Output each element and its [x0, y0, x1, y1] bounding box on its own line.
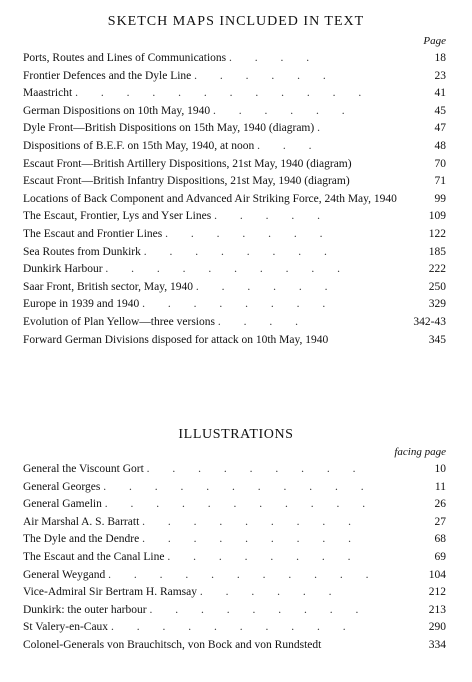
list-item: Ports, Routes and Lines of Communications . . . . 18 [23, 50, 446, 68]
list-item: General Georges . . . . . . . . . . . 11 [23, 479, 446, 497]
entry-title: Ports, Routes and Lines of Communications [23, 52, 227, 64]
entry-page: 290 [428, 621, 446, 634]
list-item: The Escaut and the Canal Line . . . . . . . . 69 [23, 549, 446, 567]
entry-title: The Escaut, Frontier, Lys and Yser Lines [23, 210, 212, 223]
list-item: The Dyle and the Dendre . . . . . . . . . 68 [23, 531, 446, 549]
entry-page: 212 [428, 586, 446, 599]
entry-page: 99 [434, 192, 446, 205]
entry-page: 70 [434, 157, 446, 170]
entry-page: 18 [434, 52, 446, 64]
list-item [23, 173, 446, 191]
list-item: Dyle Front—British Dispositions on 15th May, 1940 (diagram) . 47 [23, 120, 446, 138]
entry-title: Saar Front, British sector, May, 1940 [23, 280, 193, 293]
entry-title: The Dyle and the Dendre [23, 533, 140, 546]
entry-title: Dunkirk Harbour [23, 263, 103, 276]
entry-title: Maastricht [23, 87, 73, 100]
facing-page-column-label: facing page [394, 446, 446, 458]
list-item: General Weygand . . . . . . . . . . . 104 [23, 567, 446, 585]
list-item: Frontier Defences and the Dyle Line . . . . . . 23 [23, 68, 446, 86]
list-item: Europe in 1939 and 1940 . . . . . . . . 329 [23, 296, 446, 314]
list-item: Air Marshal A. S. Barratt . . . . . . . . . 27 [23, 514, 446, 532]
entry-title: General Weygand [23, 568, 106, 581]
entry-title: Escaut Front—British Artillery Dispositions, 21st May, 1940 (diagram) [23, 157, 352, 170]
entry-title: The Escaut and Frontier Lines [23, 227, 163, 240]
entry-title: General the Viscount Gort [23, 463, 144, 475]
list-item: Saar Front, British sector, May, 1940 . . . . . . 250 [23, 279, 446, 297]
entry-title: St Valery-en-Caux [23, 621, 109, 634]
entry-title: German Dispositions on 10th May, 1940 [23, 104, 211, 117]
entry-page: 185 [428, 245, 446, 258]
list-item [23, 191, 446, 209]
list-item: German Dispositions on 10th May, 1940 . . . . . . 45 [23, 103, 446, 121]
entry-page: 47 [434, 122, 446, 135]
entry-title: Sea Routes from Dunkirk [23, 245, 141, 258]
entry-page: 27 [434, 515, 446, 528]
list-item [23, 332, 446, 350]
list-item: Dunkirk Harbour . . . . . . . . . . 222 [23, 261, 446, 279]
entry-title: Europe in 1939 and 1940 [23, 298, 140, 311]
list-item: Sea Routes from Dunkirk . . . . . . . . 185 [23, 244, 446, 262]
entry-title: Dyle Front—British Dispositions on 15th May, 1940 (diagram) [23, 122, 315, 135]
list-item: Dispositions of B.E.F. on 15th May, 1940, at noon . . . 48 [23, 138, 446, 156]
entry-page: 329 [428, 298, 446, 311]
list-item [23, 156, 446, 174]
page-column-label: Page [423, 35, 446, 47]
entry-page: 23 [434, 69, 446, 82]
entry-title: Air Marshal A. S. Barratt [23, 515, 140, 528]
entry-page: 68 [434, 533, 446, 546]
list-item: Evolution of Plan Yellow—three versions . . . . 342-43 [23, 314, 446, 332]
entry-page: 109 [428, 210, 446, 223]
entry-title: Escaut Front—British Infantry Dispositions, 21st May, 1940 (diagram) [23, 175, 350, 188]
entry-page: 334 [428, 638, 446, 651]
list-item: The Escaut, Frontier, Lys and Yser Lines . . . . . 109 [23, 208, 446, 226]
list-item: General the Viscount Gort . . . . . . . . . 10 [23, 461, 446, 479]
list-item: St Valery-en-Caux . . . . . . . . . . 290 [23, 619, 446, 637]
entry-page: 71 [434, 175, 446, 188]
entry-page: 10 [434, 463, 446, 475]
entry-title: Evolution of Plan Yellow—three versions [23, 315, 215, 328]
entry-page: 69 [434, 550, 446, 563]
sketch-maps-heading: SKETCH MAPS INCLUDED IN TEXT [107, 14, 365, 29]
sketch-maps-list [23, 50, 446, 349]
illustrations-heading: ILLUSTRATIONS [178, 427, 294, 442]
entry-page: 48 [434, 139, 446, 152]
entry-page: 222 [428, 263, 446, 276]
entry-page: 26 [434, 498, 446, 511]
entry-page: 11 [434, 480, 446, 493]
list-item: General Gamelin . . . . . . . . . . . 26 [23, 496, 446, 514]
entry-title: Locations of Back Component and Advanced Air Striking Force, 24th May, 1940 [23, 192, 397, 205]
entry-title: The Escaut and the Canal Line [23, 550, 165, 563]
entry-page: 345 [428, 333, 446, 346]
entry-title: Vice-Admiral Sir Bertram H. Ramsay [23, 586, 197, 599]
entry-page: 41 [434, 87, 446, 100]
entry-title: Colonel-Generals von Brauchitsch, von Bock and von Rundstedt [23, 638, 322, 651]
entry-page: 122 [428, 227, 446, 240]
list-item [23, 637, 446, 655]
entry-page: 45 [434, 104, 446, 117]
entry-title: Forward German Divisions disposed for attack on 10th May, 1940 [23, 333, 329, 346]
list-item: Maastricht . . . . . . . . . . . . 41 [23, 85, 446, 103]
list-item: Dunkirk: the outer harbour . . . . . . . . . 213 [23, 602, 446, 620]
entry-title: General Gamelin [23, 498, 102, 511]
entry-page: 342-43 [413, 315, 446, 328]
illustrations-list [23, 461, 446, 655]
entry-title: Dunkirk: the outer harbour [23, 603, 147, 616]
entry-title: Frontier Defences and the Dyle Line [23, 69, 192, 82]
entry-page: 104 [428, 568, 446, 581]
entry-page: 250 [428, 280, 446, 293]
list-item: Vice-Admiral Sir Bertram H. Ramsay . . . . . . 212 [23, 584, 446, 602]
entry-title: General Georges [23, 480, 101, 493]
list-item: The Escaut and Frontier Lines . . . . . . . 122 [23, 226, 446, 244]
entry-page: 213 [428, 603, 446, 616]
entry-title: Dispositions of B.E.F. on 15th May, 1940, at noon [23, 139, 255, 152]
